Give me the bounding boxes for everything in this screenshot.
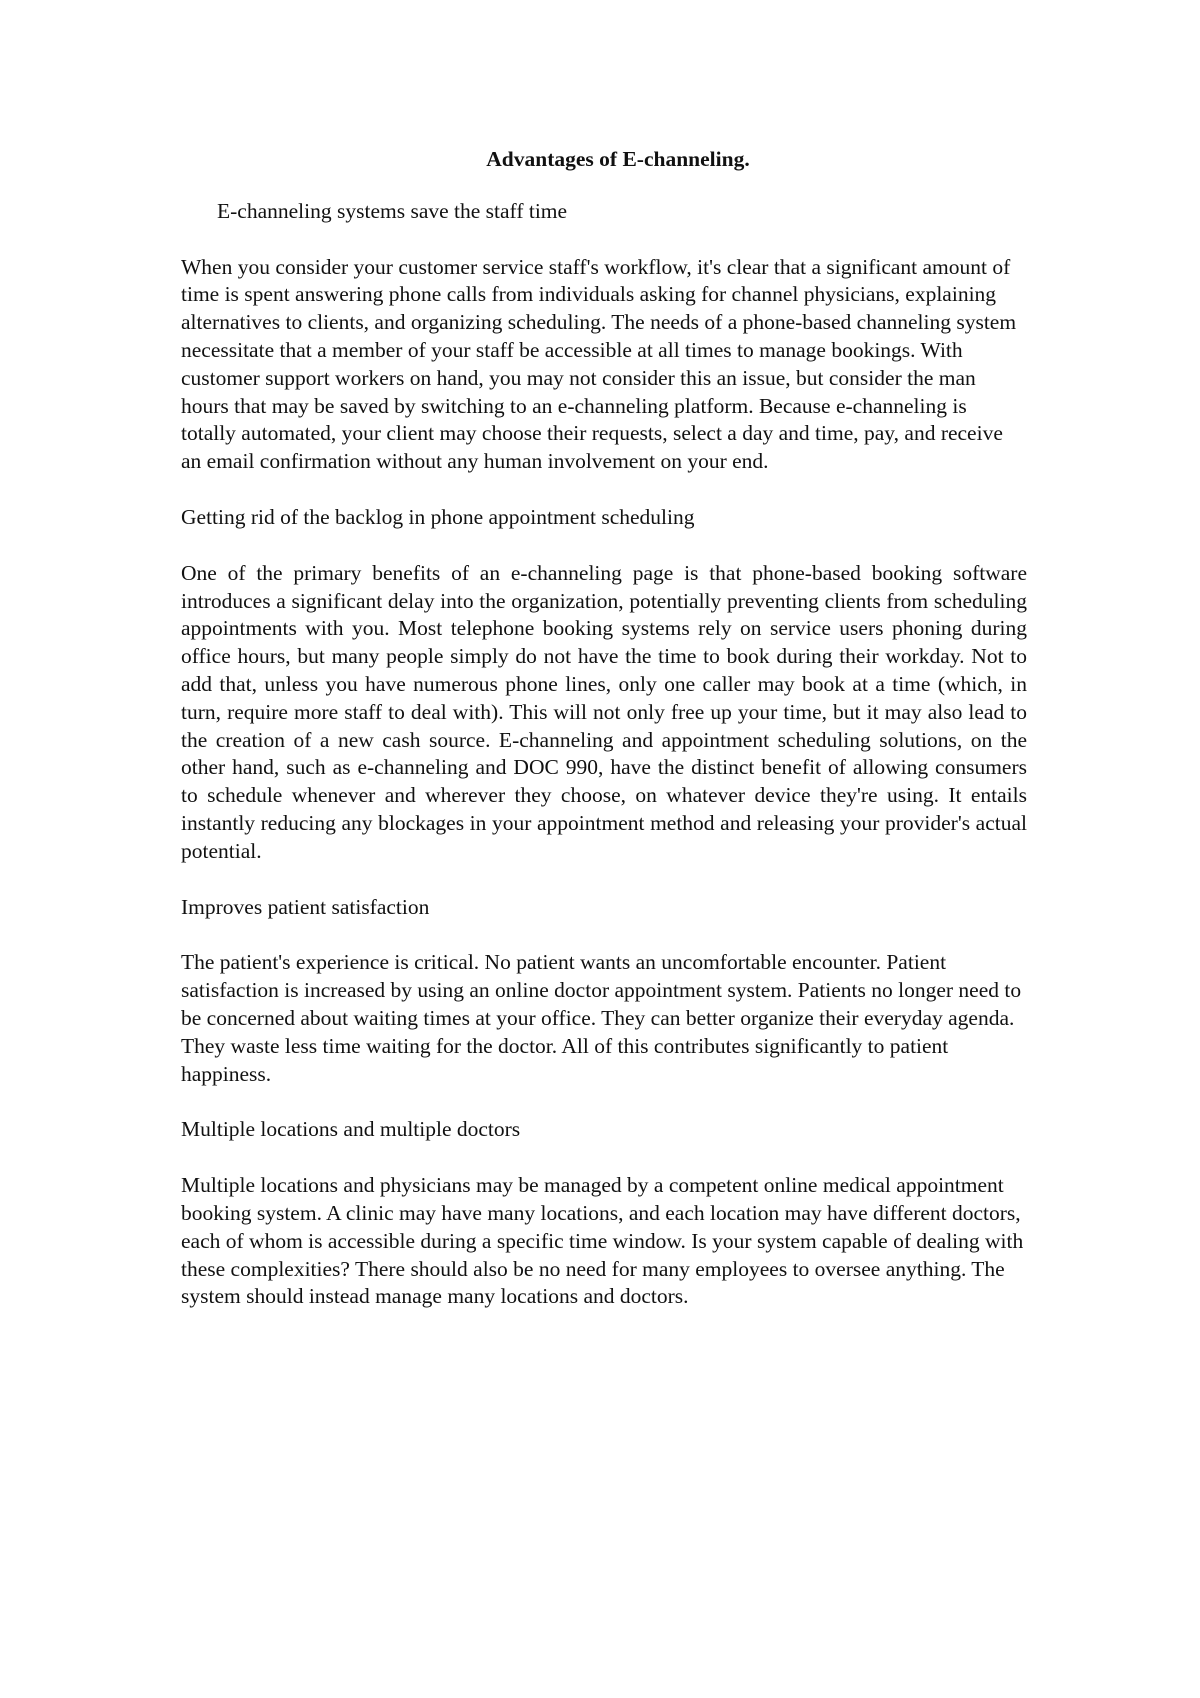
document-title: Advantages of E-channeling. bbox=[486, 147, 750, 171]
section-body-multiple-locations: Multiple locations and physicians may be managed by a competent online medical appointment booking system. A clinic may have many locations, and each location may have different doctors, each of whom is accessible during a specific time window. Is your system capable of dealing with these complexities? There should also be no need for many employees to oversee anything. The system should instead manage many locations and doctors. bbox=[181, 1173, 1024, 1309]
section-body-patient-satisfaction: The patient's experience is critical. No patient wants an uncomfortable encounter. Patient satisfaction is increased by using an online doctor appointment system. Patients no longer need to be concerned about waiting times at your office. They can better organize their everyday agenda. They waste less time waiting for the doctor. All of this contributes significantly to patient happiness. bbox=[181, 950, 1022, 1086]
section-heading-staff-time: E-channeling systems save the staff time bbox=[217, 198, 568, 223]
section-heading-patient-satisfaction: Improves patient satisfaction bbox=[181, 894, 430, 919]
section-heading-backlog: Getting rid of the backlog in phone appointment scheduling bbox=[181, 504, 695, 529]
section-heading-multiple-locations: Multiple locations and multiple doctors bbox=[181, 1117, 521, 1142]
section-body-staff-time: When you consider your customer service staff's workflow, it's clear that a significant amount of time is spent answering phone calls from individuals asking for channel physicians, explaining alternatives to clients, and organizing scheduling. The needs of a phone-based channeling system necessitate that a member of your staff be accessible at all times to manage bookings. With customer support workers on hand, you may not consider this an issue, but consider the man hours that may be saved by switching to an e-channeling platform. Because e-channeling is totally automated, your client may choose their requests, select a day and time, pay, and receive an email confirmation without any human involvement on your end. bbox=[181, 254, 1017, 474]
document-content bbox=[181, 146, 1027, 1339]
section-body-backlog: One of the primary benefits of an e-channeling page is that phone-based booking software introduces a significant delay into the organization, potentially preventing clients from scheduling appointments with you. Most telephone booking systems rely on service users phoning during office hours, but many people simply do not have the time to book during their workday. Not to add that, unless you have numerous phone lines, only one caller may book at a time (which, in turn, require more staff to deal with). This will not only free up your time, but it may also lead to the creation of a new cash source. E-channeling and appointment scheduling solutions, on the other hand, such as e-channeling and DOC 990, have the distinct benefit of allowing consumers to schedule whenever and wherever they choose, on whatever device they're using. It entails instantly reducing any blockages in your appointment method and releasing your provider's actual potential. bbox=[181, 560, 1027, 863]
